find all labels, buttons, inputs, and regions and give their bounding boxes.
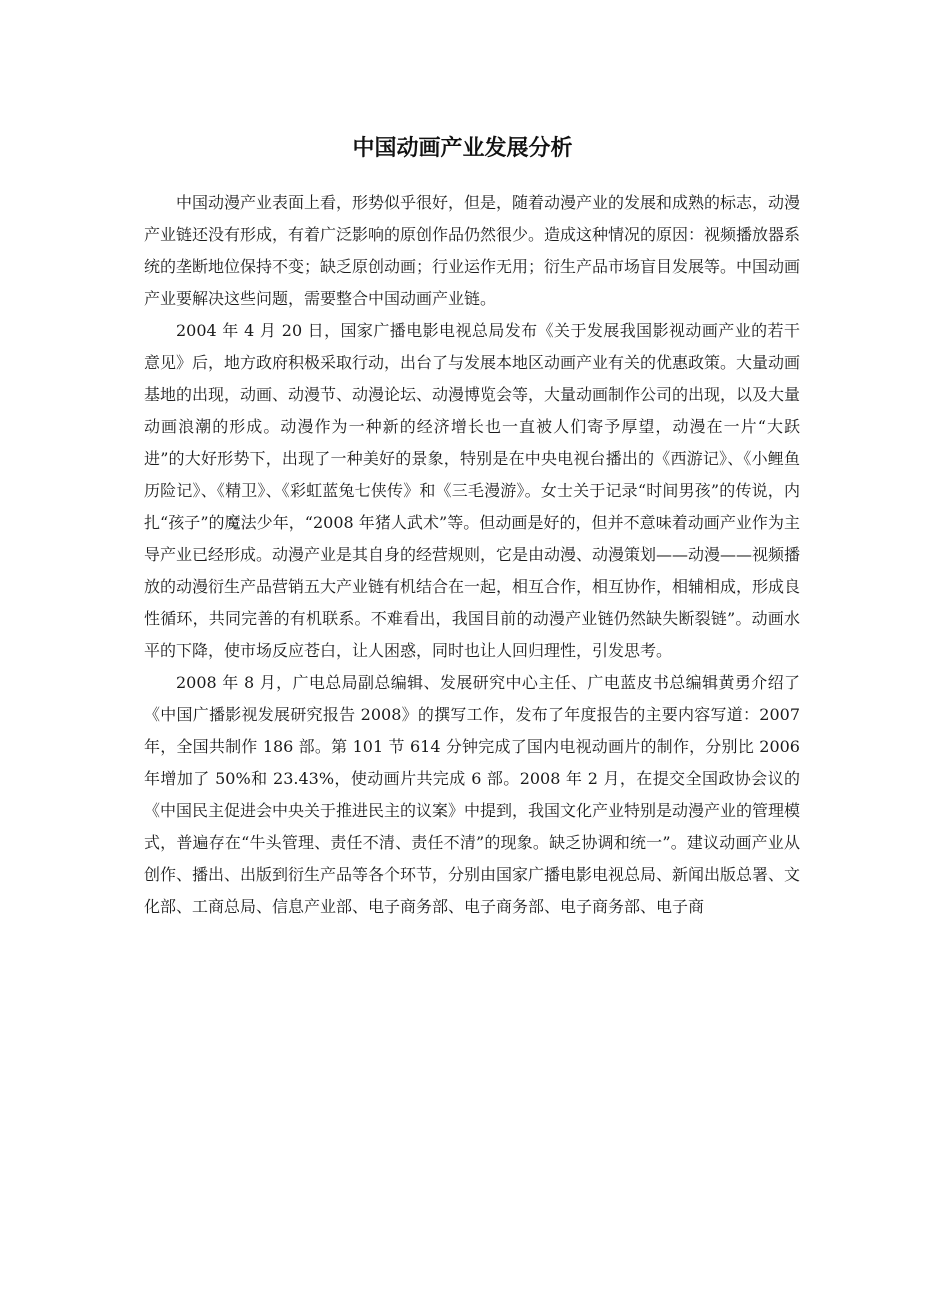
document-title: 中国动画产业发展分析 — [352, 136, 573, 161]
paragraph-3: 2008 年 8 月，广电总局副总编辑、发展研究中心主任、广电蓝皮书总编辑黄勇介绍了《中国广播影视发展研究报告 2008》的撰写工作，发布了年度报告的主要内容写道：2007 年，全国共制作 186 部。第 101 节 614 分钟完成了国内电视动画片的制作，分别比 2006 年增加了 50%和 23.43%，使动画片共完成 6 部。2008 年 2 月，在提交全国政协会议的《中国民主促进会中央关于推进民主的议案》中提到，我国文化产业特别是动漫产业的管理模式，普遍存在“牛头管理、责任不清、责任不清”的现象。缺乏协调和统一”。建议动画产业从创作、播出、出版到衍生产品等各个环节，分别由国家广播电影电视总局、新闻出版总署、文化部、工商总局、信息产业部、电子商务部、电子商务部、电子商务部、电子商 — [144, 673, 801, 916]
document-body — [144, 187, 800, 923]
paragraph-1: 中国动漫产业表面上看，形势似乎很好，但是，随着动漫产业的发展和成熟的标志，动漫产业链还没有形成，有着广泛影响的原创作品仍然很少。造成这种情况的原因：视频播放器系统的垄断地位保持不变；缺乏原创动画；行业运作无用；衍生产品市场盲目发展等。中国动画产业要解决这些问题，需要整合中国动画产业链。 — [144, 193, 801, 308]
paragraph-2: 2004 年 4 月 20 日，国家广播电影电视总局发布《关于发展我国影视动画产业的若干意见》后，地方政府积极采取行动，出台了与发展本地区动画产业有关的优惠政策。大量动画基地的出现，动画、动漫节、动漫论坛、动漫博览会等，大量动画制作公司的出现，以及大量动画浪潮的形成。动漫作为一种新的经济增长也一直被人们寄予厚望，动漫在一片“大跃进”的大好形势下，出现了一种美好的景象，特别是在中央电视台播出的《西游记》、《小鲤鱼历险记》、《精卫》、《彩虹蓝兔七侠传》和《三毛漫游》。女士关于记录“时间男孩”的传说，内扎“孩子”的魔法少年，“2008 年猪人武术”等。但动画是好的，但并不意味着动画产业作为主导产业已经形成。动漫产业是其自身的经营规则，它是由动漫、动漫策划——动漫——视频播放的动漫衍生产品营销五大产业链有机结合在一起，相互合作，相互协作，相辅相成，形成良性循环，共同完善的有机联系。不难看出，我国目前的动漫产业链仍然缺失断裂链”。动画水平的下降，使市场反应苍白，让人困惑，同时也让人回归理性，引发思考。 — [144, 321, 801, 660]
